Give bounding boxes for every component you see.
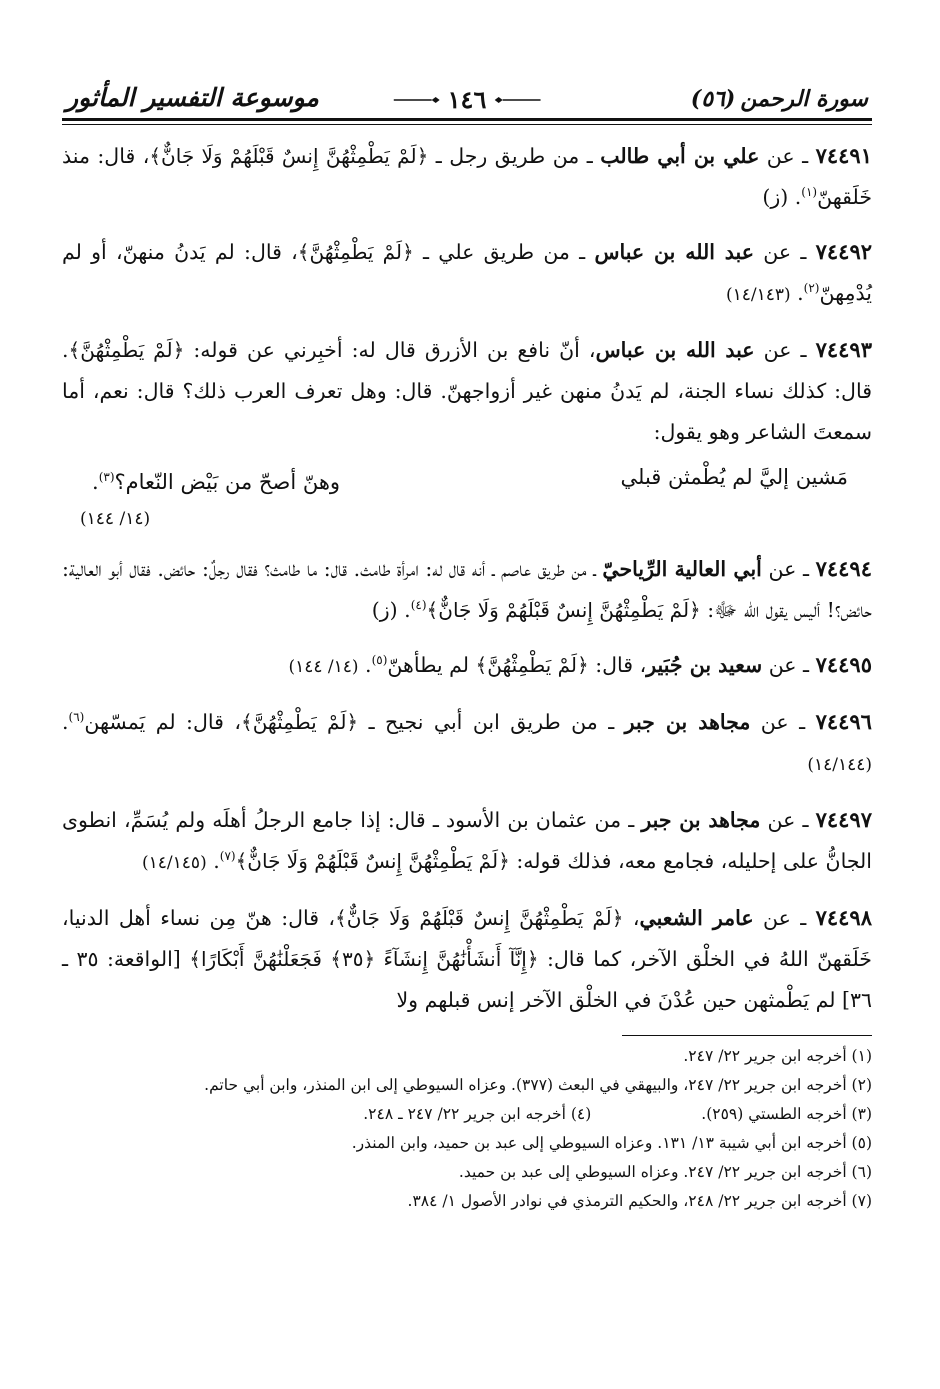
ornament-right-icon	[494, 96, 540, 104]
entry-text: .	[790, 281, 804, 305]
entry-text: ـ عن	[753, 906, 816, 930]
entry-text: ـ عن	[759, 144, 816, 168]
entry	[62, 135, 872, 218]
entry	[62, 799, 872, 884]
page-number-block	[394, 85, 541, 114]
narrator-name: مجاهد بن جبر	[624, 710, 751, 734]
entry-text: . (ز)	[371, 598, 411, 622]
entry-text: ، قال:	[588, 653, 647, 677]
poem-text: وهنّ أصحّ من بَيْض النّعام؟	[114, 470, 341, 494]
quran-quote: ﴿لَمْ يَطْمِثْهُنَّ﴾	[297, 240, 414, 264]
footnote: (٣) أخرجه الطستي (٢٥٩).	[701, 1105, 872, 1123]
book-title: موسوعة التفسير المأثور	[66, 83, 319, 112]
quran-quote: ﴿لَمْ يَطْمِثْهُنَّ﴾	[240, 710, 359, 734]
entry	[62, 897, 872, 1021]
quran-quote: ﴿لَمْ يَطْمِثْهُنَّ﴾	[475, 653, 589, 677]
volume-reference: (١٤/١٤٥)	[142, 853, 207, 873]
volume-reference: (١٤/ ١٤٤)	[80, 509, 151, 529]
footnotes	[62, 1042, 872, 1216]
entry-number: ٧٤٤٩٥	[815, 652, 872, 677]
entry-text: ، قال: لم يَدنُ منهنّ، أو لم يُدْمِهنّ	[62, 240, 872, 305]
footnote-marker: (٥)	[371, 653, 388, 668]
entry	[62, 231, 872, 316]
entry-text: ،	[623, 906, 640, 930]
header-surah	[691, 86, 868, 112]
entry-text: ، أنّ نافع بن الأزرق قال له: أخبِرني عن قوله:	[184, 338, 596, 362]
entry-text: .	[62, 710, 69, 734]
narrator-name: عبد الله بن عباس	[594, 240, 754, 264]
footnote-rule	[622, 1035, 872, 1036]
entry	[62, 644, 872, 688]
entry-text: ـ عن	[754, 338, 816, 362]
entry-text: ـ من طريق عاصم ـ أنه قال له: امرأة طامث. قال: ما طامث؟ فقال رجلٌ: حائض. فقال أبو العالية: حائض؟! أليس يقول الله ﷻ:	[62, 557, 872, 622]
footnote: (٧) أخرجه ابن جرير ٢٢/ ٢٤٨، والحكيم الترمذي في نوادر الأصول ١/ ٣٨٤.	[407, 1192, 872, 1210]
entry-text: ـ عن	[761, 557, 816, 581]
footnote-marker: (٦)	[68, 710, 85, 725]
ornament-left-icon	[394, 96, 440, 104]
entry-text: ـ عن	[762, 653, 816, 677]
entry	[62, 548, 872, 631]
poem-hemistich-second: وهنّ أصحّ من بَيْض النّعام؟$^{(٣)}$.	[92, 470, 341, 494]
narrator-name: سعيد بن جُبَير	[646, 653, 763, 677]
poem-hemistich-first: مَشين إليَّ لم يُطْمثن قبلي	[620, 465, 848, 489]
footnote-marker: (٤)	[410, 598, 427, 613]
narrator-name: عامر الشعبي	[639, 906, 754, 930]
entry-number: ٧٤٤٩٨	[815, 905, 872, 930]
entry-text: . قال: كذلك نساء الجنة، لم يَدنُ منهن غير أزواجهنّ. قال: وهل تعرف العرب ذلك؟ قال: نعم، أما سمعتَ الشاعر وهو يقول:	[62, 338, 872, 444]
entry-text: ـ عن	[760, 808, 816, 832]
narrator-name: أبي العالية الرِّياحيّ	[602, 557, 762, 581]
quran-quote: ﴿لَمْ يَطْمِثْهُنَّ إِنسٌ قَبْلَهُمْ وَلَا جَانٌّ﴾	[426, 598, 701, 622]
header-rule	[62, 118, 872, 125]
entry-number: ٧٤٤٩٤	[815, 556, 872, 581]
quran-quote: ﴿لَمْ يَطْمِثْهُنَّ إِنسٌ قَبْلَهُمْ وَلَا جَانٌّ﴾	[235, 849, 510, 873]
footnote-row	[62, 1100, 872, 1129]
page-number: ١٤٦	[447, 85, 487, 114]
footnote: (٥) أخرجه ابن أبي شيبة ١٣/ ١٣١. وعزاه السيوطي إلى عبد بن حميد، وابن المنذر.	[351, 1134, 872, 1152]
quran-quote: ﴿إِنَّآ أَنشَأْنَٰهُنَّ إِنشَآءً ﴿٣٥﴾ فَجَعَلْنَٰهُنَّ أَبْكَارًا﴾	[189, 947, 539, 971]
entry-text: .	[206, 849, 220, 873]
entry-text: [الواقعة: ٣٥ ـ ٣٦] لم يَطْمثهن حين عُدْنَ في الخلْق الآخر إنس قبلهم ولا	[62, 947, 872, 1012]
entry-text: ـ عن	[750, 710, 816, 734]
footnote: (٤) أخرجه ابن جرير ٢٢/ ٢٤٧ ـ ٢٤٨.	[363, 1105, 592, 1123]
footnote: (٦) أخرجه ابن جرير ٢٢/ ٢٤٧. وعزاه السيوطي إلى عبد بن حميد.	[458, 1163, 872, 1181]
footnote-marker: (٧)	[219, 849, 236, 864]
entry-text: لم يطأهنّ	[387, 653, 476, 677]
narrator-name: عبد الله بن عباس	[595, 338, 755, 362]
entry-text: ـ من طريق ابن أبي نجيح ـ	[358, 710, 625, 734]
quran-quote: ﴿لَمْ يَطْمِثْهُنَّ إِنسٌ قَبْلَهُمْ وَلَا جَانٌّ﴾	[149, 144, 429, 168]
page	[62, 58, 872, 1358]
entry	[62, 329, 872, 453]
quran-quote: ﴿لَمْ يَطْمِثْهُنَّ إِنسٌ قَبْلَهُمْ وَلَا جَانٌّ﴾	[335, 906, 624, 930]
entry-number: ٧٤٤٩١	[815, 143, 872, 168]
footnote: (٢) أخرجه ابن جرير ٢٢/ ٢٤٧، والبيهقي في البعث (٣٧٧). وعزاه السيوطي إلى ابن المنذر، وابن أبي حاتم.	[204, 1076, 872, 1094]
surah-name: سورة الرحمن	[740, 86, 868, 112]
narrator-name: علي بن أبي طالب	[600, 144, 760, 168]
footnote-marker: (٢)	[803, 281, 820, 296]
entry-text: . (ز)	[762, 185, 802, 209]
footnote-marker: (٣)	[98, 470, 115, 484]
volume-reference: (١٤/١٤٣)	[725, 285, 791, 305]
entry-text: ، قال: منذ خَلَقهنّ	[62, 144, 872, 209]
surah-number: (٥٦)	[690, 86, 736, 112]
entry-text: .	[358, 653, 372, 677]
entry-number: ٧٤٤٩٣	[815, 337, 872, 362]
entry-number: ٧٤٤٩٢	[815, 239, 873, 264]
volume-reference: (١٤/١٤٤)	[807, 755, 872, 775]
quran-quote: ﴿لَمْ يَطْمِثْهُنَّ﴾	[68, 338, 185, 362]
volume-reference: (١٤/ ١٤٤)	[288, 657, 359, 677]
entry-text: ـ من عثمان بن الأسود ـ قال: إذا جامع الرجلُ أهلَه ولم يُسَمِّ، انطوى الجانُّ على إحليله، فجامع معه، فذلك قوله:	[62, 808, 872, 873]
entry-number: ٧٤٤٩٧	[815, 807, 872, 832]
entry-text: ـ من طريق رجل ـ	[428, 144, 601, 168]
entry-text: ، قال: لم يَمسّهن	[84, 710, 241, 734]
entry-text: ـ من طريق علي ـ	[413, 240, 595, 264]
entry-text: ، قال: هنّ مِن نساء أهل الدنيا، خَلَقهنّ اللهُ في الخلْق الآخر، كما قال:	[62, 906, 872, 971]
narrator-name: مجاهد بن جبر	[641, 808, 761, 832]
running-header	[62, 58, 872, 118]
footnote: (١) أخرجه ابن جرير ٢٢/ ٢٤٧.	[683, 1047, 872, 1065]
entry-text: ـ عن	[753, 240, 816, 264]
poem-verse	[62, 457, 872, 502]
entry-number: ٧٤٤٩٦	[815, 709, 872, 734]
footnote-marker: (١)	[801, 185, 818, 200]
entry	[62, 701, 872, 786]
